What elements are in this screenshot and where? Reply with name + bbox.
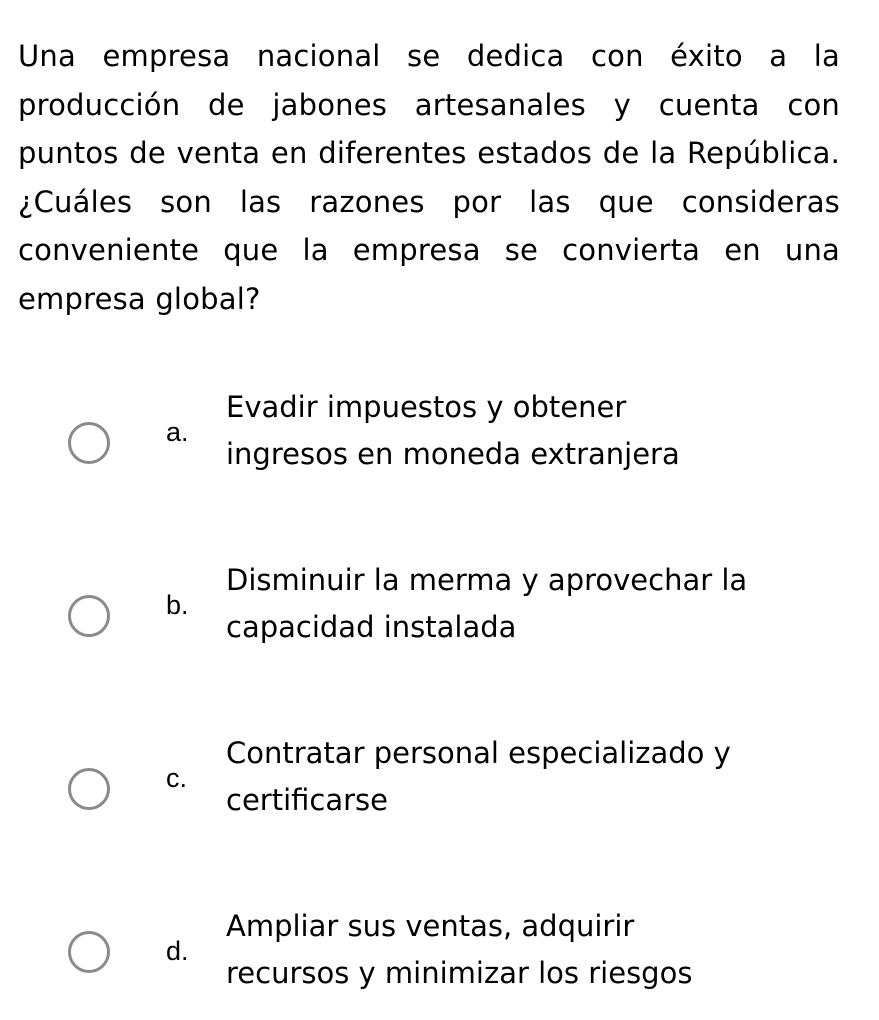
option-letter: c. [166, 763, 188, 793]
option-letter: b. [166, 590, 189, 620]
radio-unselected-icon[interactable] [68, 422, 110, 464]
option-label: Contratar personal especializado y certificarse [226, 736, 731, 817]
option-c[interactable] [0, 730, 879, 840]
radio-unselected-icon[interactable] [68, 595, 110, 637]
option-d[interactable] [0, 903, 879, 1013]
radio-unselected-icon[interactable] [68, 931, 110, 973]
option-label: Evadir impuestos y obtener ingresos en moneda extranjera [226, 390, 680, 471]
option-a[interactable] [0, 384, 879, 494]
option-letter: d. [166, 936, 189, 966]
option-letter: a. [166, 417, 189, 447]
option-label: Ampliar sus ventas, adquirir recursos y minimizar los riesgos [226, 909, 693, 990]
question-text: Una empresa nacional se dedica con éxito a la producción de jabones artesanales y cuenta con puntos de venta en diferentes estados de la República. ¿Cuáles son las razones por las que consideras conveniente que la empresa se convierta en una empresa global? [18, 39, 840, 316]
option-label: Disminuir la merma y aprovechar la capacidad instalada [226, 563, 748, 644]
radio-unselected-icon[interactable] [68, 768, 110, 810]
option-b[interactable] [0, 557, 879, 667]
